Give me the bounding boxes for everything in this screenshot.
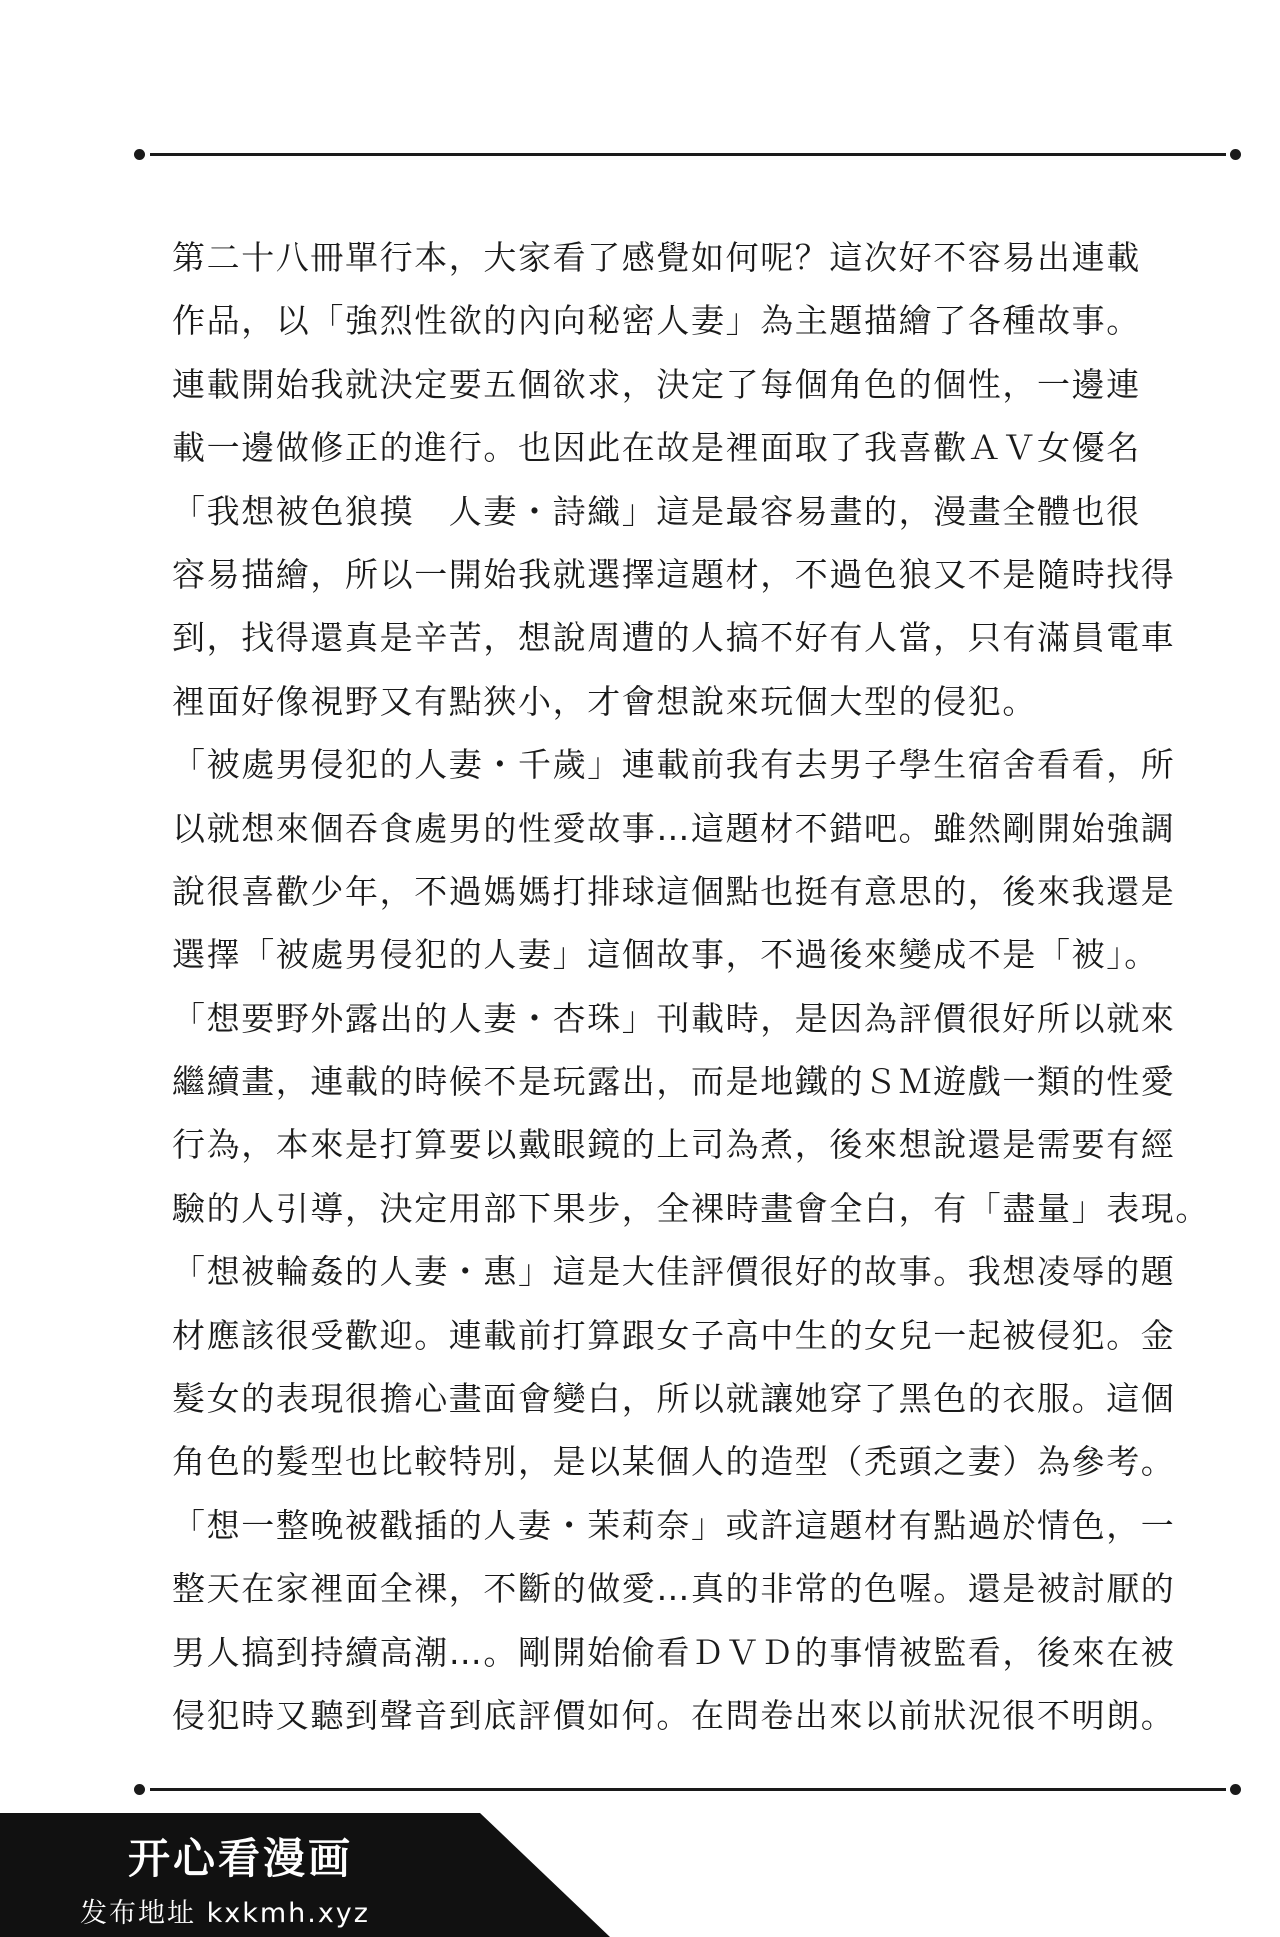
text-line-11: 說很喜歡少年，不過媽媽打排球這個點也挺有意思的，後來我還是 (172, 871, 1176, 911)
watermark-url[interactable]: 发布地址 kxkmh.xyz (80, 1898, 370, 1929)
text-line-6: 容易描繪，所以一開始我就選擇這題材，不過色狼又不是隨時找得 (172, 554, 1176, 594)
bottom-rule (150, 1788, 1226, 1791)
text-line-1: 第二十八冊單行本，大家看了感覺如何呢？這次好不容易出連載 (172, 238, 1141, 277)
text-line-16: 驗的人引導，決定用部下果步，全裸時畫會全白，有「盡量」表現。 (172, 1188, 1210, 1228)
text-line-7: 到，找得還真是辛苦，想說周遭的人搞不好有人當，只有滿員電車 (172, 618, 1176, 658)
text-line-10: 以就想來個吞食處男的性愛故事…這題材不錯吧。雖然剛開始強調 (172, 808, 1176, 848)
watermark-title: 开心看漫画 (128, 1834, 354, 1883)
text-line-20: 角色的髮型也比較特別，是以某個人的造型（禿頭之妻）為參考。 (172, 1442, 1176, 1482)
text-line-17: 「想被輪姦的人妻・惠」這是大佳評價很好的故事。我想凌辱的題 (172, 1252, 1176, 1292)
text-line-14: 繼續畫，連載的時候不是玩露出，而是地鐵的ＳＭ遊戲一類的性愛 (172, 1062, 1176, 1102)
top-rule (150, 153, 1226, 156)
text-line-24: 侵犯時又聽到聲音到底評價如何。在問卷出來以前狀況很不明朗。 (172, 1695, 1176, 1735)
text-line-21: 「想一整晚被戳插的人妻・茉莉奈」或許這題材有點過於情色，一 (172, 1505, 1176, 1545)
top-rule-dot-left (134, 149, 145, 160)
text-line-22: 整天在家裡面全裸，不斷的做愛…真的非常的色喔。還是被討厭的 (172, 1569, 1176, 1609)
text-line-13: 「想要野外露出的人妻・杏珠」刊載時，是因為評價很好所以就來 (172, 998, 1176, 1038)
text-line-9: 「被處男侵犯的人妻・千歲」連載前我有去男子學生宿舍看看，所 (172, 745, 1176, 785)
text-line-15: 行為，本來是打算要以戴眼鏡的上司為煮，後來想說還是需要有經 (172, 1125, 1176, 1165)
text-line-8: 裡面好像視野又有點狹小，才會想說來玩個大型的侵犯。 (172, 681, 1037, 721)
text-line-23: 男人搞到持續高潮…。剛開始偷看ＤＶＤ的事情被監看，後來在被 (172, 1632, 1176, 1672)
bottom-rule-dot-left (134, 1784, 145, 1795)
afterword-text (172, 226, 1232, 1747)
text-line-4: 載一邊做修正的進行。也因此在故是裡面取了我喜歡ＡＶ女優名 (172, 428, 1141, 468)
text-line-19: 髮女的表現很擔心畫面會變白，所以就讓她穿了黑色的衣服。這個 (172, 1379, 1176, 1419)
text-line-3: 連載開始我就決定要五個欲求，決定了每個角色的個性，一邊連 (172, 364, 1141, 404)
text-line-2: 作品，以「強烈性欲的內向秘密人妻」為主題描繪了各種故事。 (172, 301, 1141, 341)
bottom-rule-dot-right (1230, 1784, 1241, 1795)
top-rule-dot-right (1230, 149, 1241, 160)
text-line-5: 「我想被色狼摸 人妻・詩織」這是最容易畫的，漫畫全體也很 (172, 491, 1141, 531)
text-line-18: 材應該很受歡迎。連載前打算跟女子高中生的女兒一起被侵犯。金 (172, 1315, 1176, 1355)
text-line-12: 選擇「被處男侵犯的人妻」這個故事，不過後來變成不是「被」。 (172, 935, 1159, 975)
